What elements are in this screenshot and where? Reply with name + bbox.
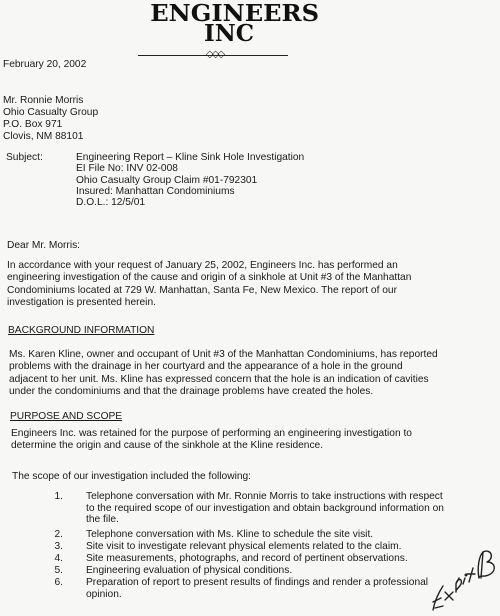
address-line: P.O. Box 971: [3, 119, 63, 130]
list-line: to the required scope of our investigation and obtain background information on: [86, 502, 444, 514]
purpose-heading: PURPOSE AND SCOPE: [10, 411, 123, 422]
background-line: under the condominiums and that the drainage problems have created the holes.: [9, 386, 374, 398]
list-line: Engineering evaluation of physical conditions.: [86, 565, 293, 576]
intro-paragraph: [7, 260, 467, 310]
subject-line: Engineering Report – Kline Sink Hole Investigation: [76, 152, 305, 163]
list-line: Preparation of report to present results of findings and render a professional: [86, 577, 429, 588]
subject-line: Insured: Manhattan Condominiums: [76, 185, 235, 197]
salutation: Dear Mr. Morris:: [7, 240, 81, 251]
intro-line: In accordance with your request of January 25, 2002, Engineers Inc. has performed an: [7, 260, 398, 271]
list-line: Telephone conversation with Ms. Kline to schedule the site visit.: [86, 529, 374, 540]
list-line: opinion.: [86, 588, 122, 600]
address-line: Ohio Casualty Group: [3, 107, 99, 118]
logo-line-1: ENGINEERS: [150, 0, 320, 27]
subject-block: [76, 152, 304, 208]
purpose-line: Engineers Inc. was retained for the purpose of performing an engineering investigation to: [11, 428, 412, 439]
background-line: Ms. Karen Kline, owner and occupant of Unit #3 of the Manhattan Condominiums, has reported: [9, 349, 438, 360]
intro-line: investigation is presented herein.: [7, 297, 156, 309]
intro-line: engineering investigation of the cause and origin of a sinkhole at Unit #3 of the Manhattan: [7, 272, 412, 284]
list-number: 5.: [54, 565, 63, 576]
company-logo: [150, 0, 320, 47]
letterhead-ornament: ◇◇◇: [206, 49, 224, 60]
subject-line: Ohio Casualty Group Claim #01-792301: [76, 174, 258, 186]
background-paragraph: [9, 349, 469, 399]
list-line: Site measurements, photographs, and record of pertinent observations.: [86, 553, 408, 564]
list-number: 2.: [54, 529, 63, 540]
list-line: Site visit to investigate relevant physical elements related to the claim.: [86, 541, 402, 552]
intro-line: Condominiums located at 729 W. Manhattan, Santa Fe, New Mexico. The report of our: [7, 284, 397, 296]
background-line: adjacent to her unit. Ms. Kline has expressed concern that the hole is an indication of cavities: [9, 373, 429, 385]
list-line: the file.: [86, 514, 119, 526]
background-line: problems with the drainage in her courtyard and the appearance of a hole in the ground: [9, 361, 403, 373]
letter-date: February 20, 2002: [3, 59, 87, 70]
background-heading: BACKGROUND INFORMATION: [8, 325, 155, 336]
subject-label: Subject:: [6, 152, 43, 163]
address-line: Mr. Ronnie Morris: [3, 95, 84, 106]
subject-line: D.O.L.: 12/5/01: [76, 197, 146, 209]
list-number: 4.: [54, 553, 63, 564]
exhibit-handwriting: [425, 548, 500, 616]
list-number: 3.: [54, 541, 63, 552]
list-number: 6.: [54, 577, 63, 588]
logo-line-2: INC: [203, 20, 255, 47]
address-line: Clovis, NM 88101: [3, 131, 84, 142]
scope-intro: The scope of our investigation included the following:: [12, 471, 251, 482]
list-text: [86, 491, 486, 526]
purpose-paragraph: [11, 428, 471, 453]
list-line: Telephone conversation with Mr. Ronnie Morris to take instructions with respect: [86, 491, 443, 502]
list-number: 1.: [54, 491, 63, 502]
subject-line: EI File No: INV 02-008: [76, 163, 178, 175]
purpose-line: determine the origin and cause of the sinkhole at the Kline residence.: [11, 440, 324, 452]
list-text: [86, 529, 486, 541]
